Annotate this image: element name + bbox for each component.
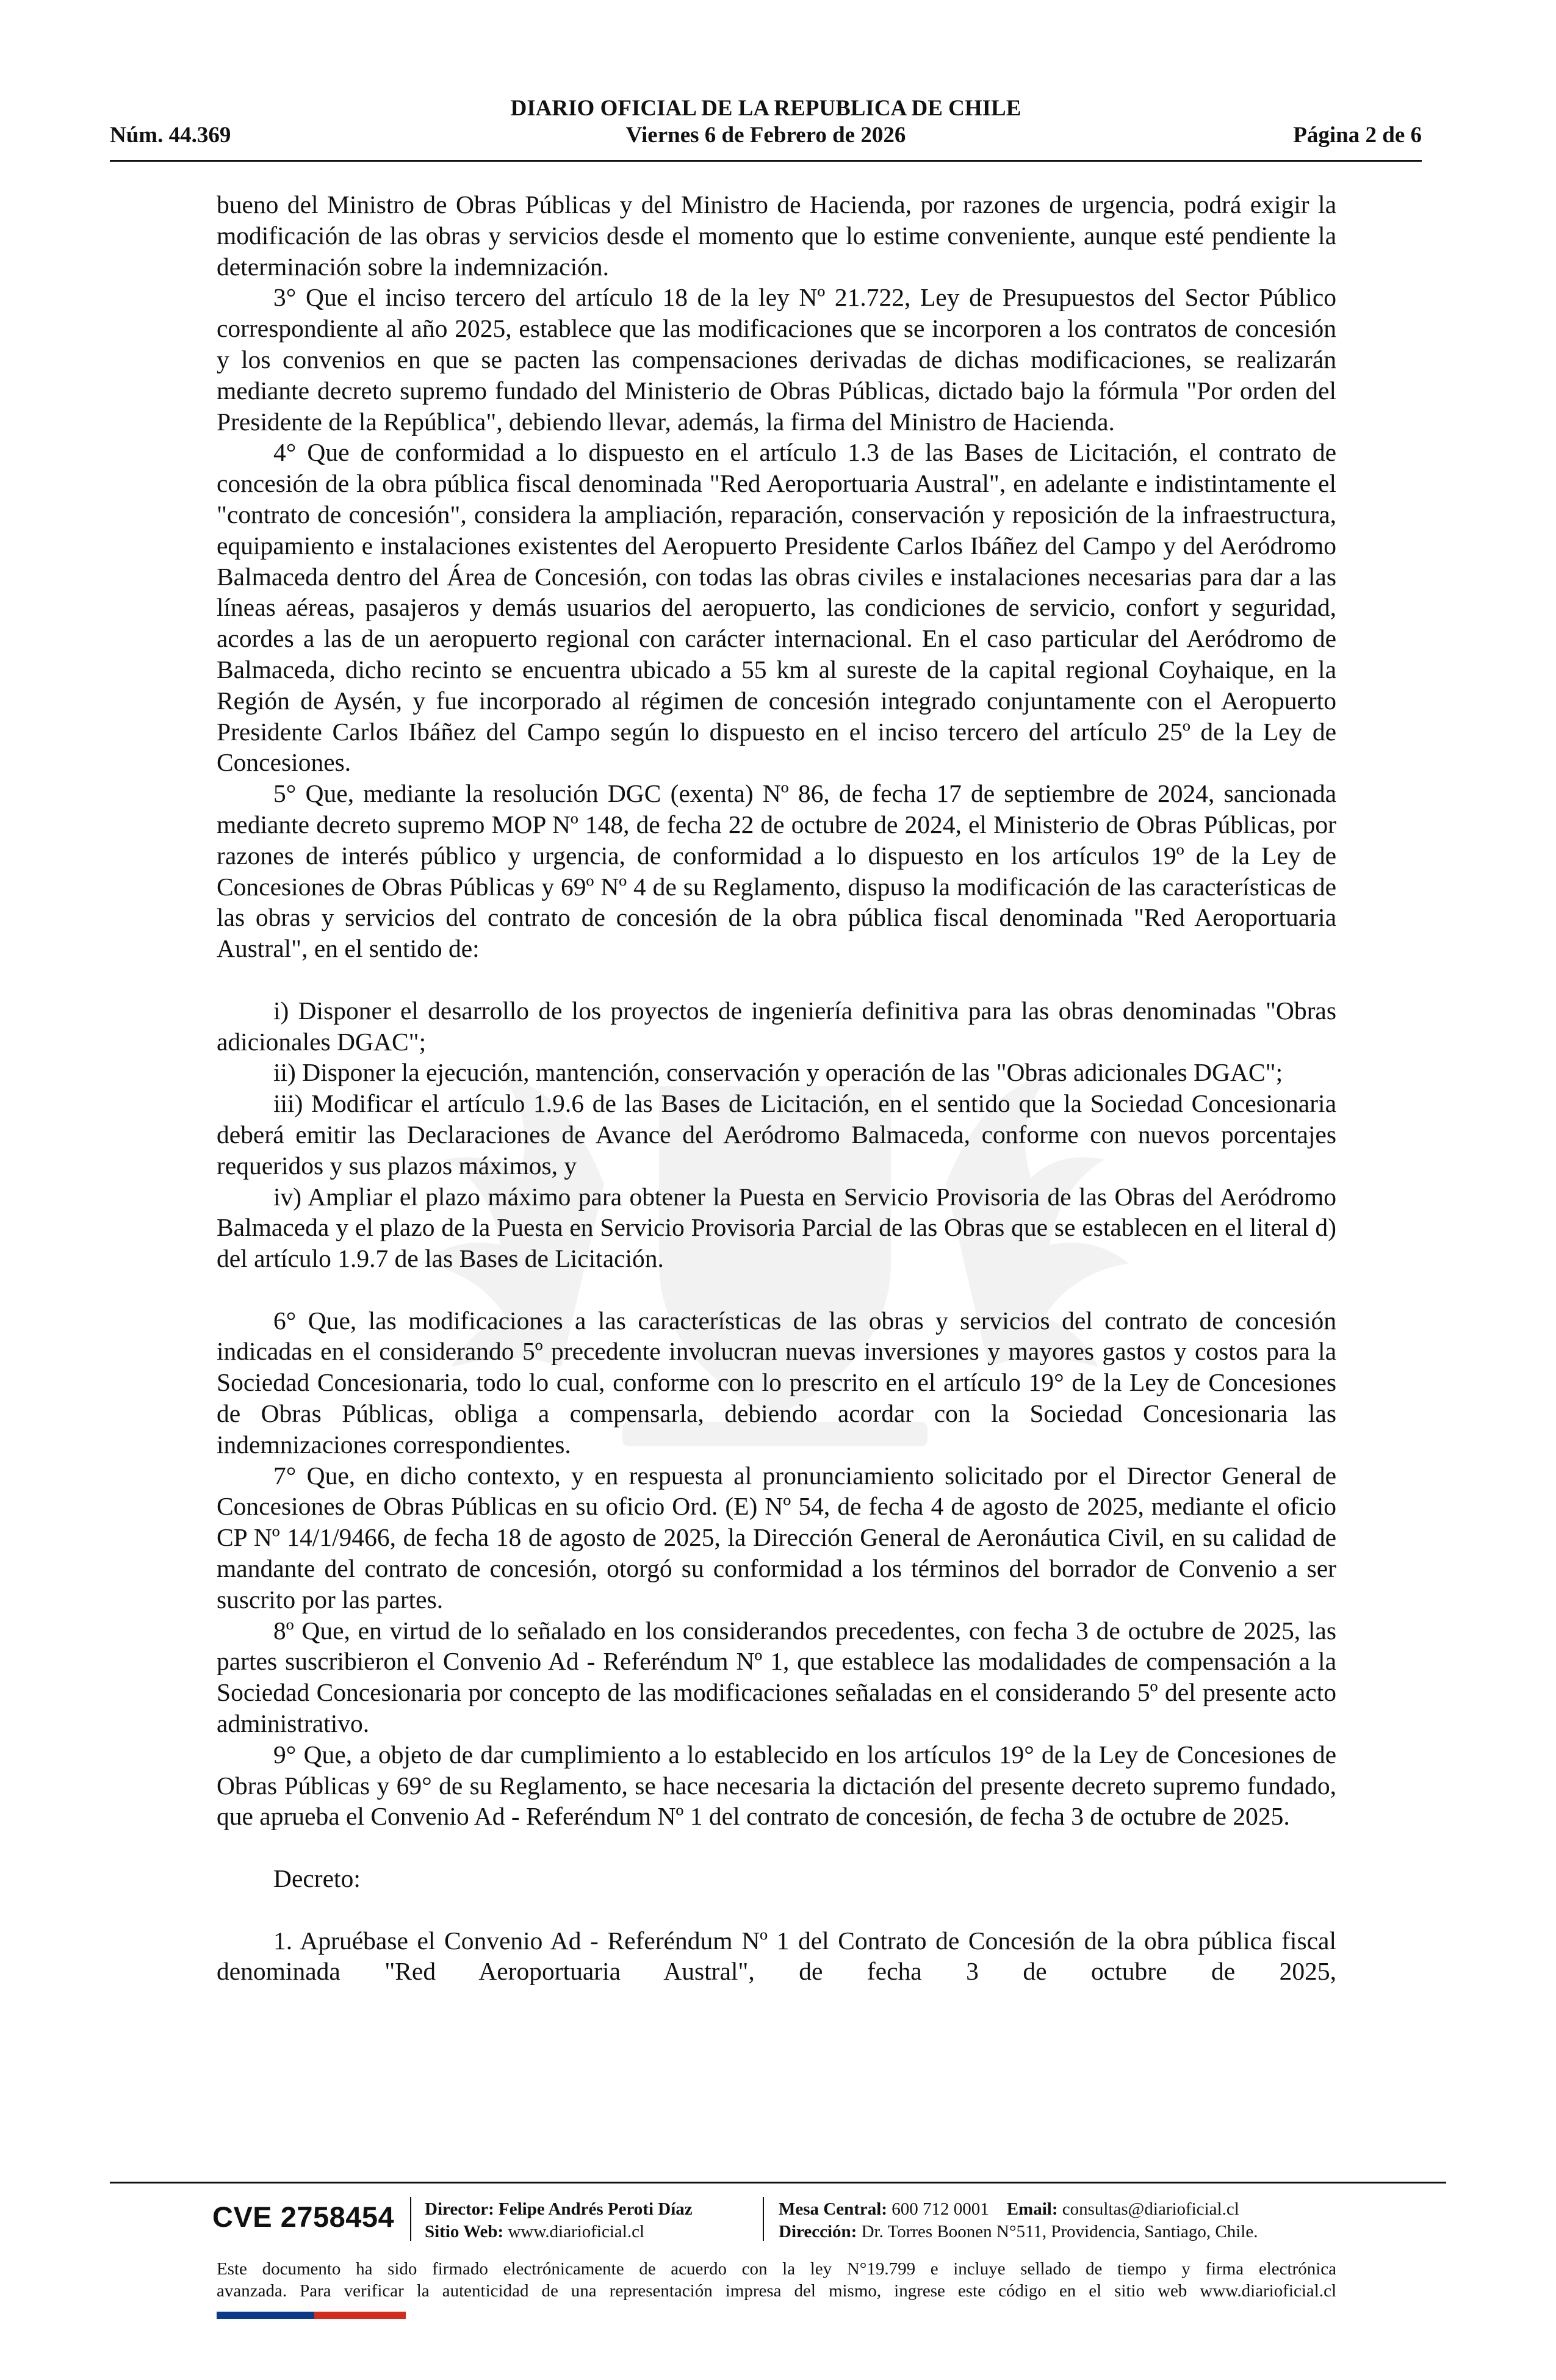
spacer (217, 964, 1336, 995)
considerando-8: 8º Que, en virtud de lo señalado en los considerandos precedentes, con fecha 3 de octubre de 2025, las partes suscribieron el Convenio Ad - Referéndum Nº 1, que establece las modalidades de compensación a la Sociedad Concesionaria por concepto de las modificaciones señaladas en el considerando 5º del presente acto administrativo. (217, 1616, 1336, 1738)
list-item-iv: iv) Ampliar el plazo máximo para obtener la Puesta en Servicio Provisoria de las Obras del Aeródromo Balmaceda y el plazo de la Puesta en Servicio Provisoria Parcial de las Obras que se establecen en el literal d) del artículo 1.9.7 de las Bases de Licitación. (217, 1182, 1336, 1273)
spacer (217, 1832, 1336, 1863)
disclaimer-line-2: avanzada. Para verificar la autenticidad de una representación impresa del mismo, ingrese este código en el sitio web www.diarioficial.cl (217, 2281, 1336, 2301)
phone-label: Mesa Central: (779, 2199, 887, 2219)
site-label: Sitio Web: (425, 2222, 504, 2241)
paragraph-continuation: bueno del Ministro de Obras Públicas y del Ministro de Hacienda, por razones de urgencia, podrá exigir la modificación de las obras y servicios desde el momento que lo estime conveniente, aunque esté pendiente la determinación sobre la indemnización. (217, 190, 1336, 281)
page-header (110, 92, 1422, 160)
address-value: Dr. Torres Boonen N°511, Providencia, Santiago, Chile. (861, 2222, 1258, 2241)
newspaper-title: DIARIO OFICIAL DE LA REPUBLICA DE CHILE (510, 96, 1021, 121)
considerando-5: 5° Que, mediante la resolución DGC (exenta) Nº 86, de fecha 17 de septiembre de 2024, sancionada mediante decreto supremo MOP Nº 148, de fecha 22 de octubre de 2024, el Ministerio de Obras Públicas, por razones de interés público y urgencia, de conformidad a lo dispuesto en los artículos 19º de la Ley de Concesiones de Obras Públicas y 69º Nº 4 de su Reglamento, dispuso la modificación de las características de las obras y servicios del contrato de concesión de la obra pública fiscal denominada "Red Aeroportuaria Austral", en el sentido de: (217, 779, 1336, 963)
footer-separator (410, 2197, 411, 2241)
list-item-iii: iii) Modificar el artículo 1.9.6 de las Bases de Licitación, en el sentido que la Sociedad Concesionaria deberá emitir las Declaraciones de Avance del Aeródromo Balmaceda, conforme con nuevos porcentajes requeridos y sus plazos máximos, y (217, 1089, 1336, 1180)
decree-article-1: 1. Apruébase el Convenio Ad - Referéndum Nº 1 del Contrato de Concesión de la obra pública fiscal denominada "Red Aeroportuaria Austral", de fecha 3 de octubre de 2025, (217, 1926, 1336, 1986)
considerando-9: 9° Que, a objeto de dar cumplimiento a lo establecido en los artículos 19° de la Ley de Concesiones de Obras Públicas y 69° de su Reglamento, se hace necesaria la dictación del presente decreto supremo fundado, que aprueba el Convenio Ad - Referéndum Nº 1 del contrato de concesión, de fecha 3 de octubre de 2025. (217, 1740, 1336, 1831)
issue-date: Viernes 6 de Febrero de 2026 (625, 123, 906, 148)
footer-separator (763, 2197, 764, 2241)
footer-contact-block (779, 2198, 1258, 2243)
spacer (217, 1274, 1336, 1305)
considerando-6: 6° Que, las modificaciones a las características de las obras y servicios del contrato de concesión indicadas en el considerando 5º precedente involucran nuevas inversiones y mayores gastos y costos para la Sociedad Concesionaria, todo lo cual, conforme con lo prescrito en el artículo 19° de la Ley de Concesiones de Obras Públicas, obliga a compensarla, debiendo acordar con la Sociedad Concesionaria las indemnizaciones correspondientes. (217, 1306, 1336, 1459)
considerando-4: 4° Que de conformidad a lo dispuesto en el artículo 1.3 de las Bases de Licitación, el contrato de concesión de la obra pública fiscal denominada "Red Aeroportuaria Austral", en adelante e indistintamente el "contrato de concesión", considera la ampliación, reparación, conservación y reposición de la infraestructura, equipamiento e instalaciones existentes del Aeropuerto Presidente Carlos Ibáñez del Campo y del Aeródromo Balmaceda dentro del Área de Concesión, con todas las obras civiles e instalaciones necesarias para dar a las líneas aéreas, pasajeros y demás usuarios del aeropuerto, las condiciones de servicio, confort y seguridad, acordes a las de un aeropuerto regional con carácter internacional. En el caso particular del Aeródromo de Balmaceda, dicho recinto se encuentra ubicado a 55 km al sureste de la capital regional Coyhaique, en la Región de Aysén, y fue incorporado al régimen de concesión integrado conjuntamente con el Aeropuerto Presidente Carlos Ibáñez del Campo según lo dispuesto en el inciso tercero del artículo 25º de la Ley de Concesiones. (217, 438, 1336, 777)
issue-number: Núm. 44.369 (110, 123, 231, 148)
document-body (217, 189, 1336, 1987)
footer-divider (110, 2182, 1446, 2183)
flag-bar-red (314, 2312, 406, 2319)
considerando-3: 3° Que el inciso tercero del artículo 18 de la ley Nº 21.722, Ley de Presupuestos del Sector Público correspondiente al año 2025, establece que las modificaciones que se incorporen a los contratos de concesión y los convenios en que se pacten las compensaciones derivadas de dichas modificaciones, se realizarán mediante decreto supremo fundado del Ministerio de Obras Públicas, dictado bajo la fórmula "Por orden del Presidente de la República", debiendo llevar, además, la firma del Ministro de Hacienda. (217, 283, 1336, 436)
phone-value: 600 712 0001 (891, 2199, 989, 2219)
electronic-signature-disclaimer (217, 2258, 1336, 2302)
flag-bar-blue (217, 2312, 314, 2319)
decreto-heading: Decreto: (273, 1864, 361, 1893)
site-link[interactable]: www.diarioficial.cl (508, 2222, 645, 2241)
email-label: Email: (1006, 2199, 1058, 2219)
header-divider (110, 160, 1422, 162)
list-item-ii: ii) Disponer la ejecución, mantención, conservación y operación de las "Obras adicionales DGAC"; (273, 1058, 1283, 1087)
disclaimer-line-1: Este documento ha sido firmado electrónicamente de acuerdo con la ley N°19.799 e incluye sellado de tiempo y firma electrónica (217, 2259, 1336, 2279)
list-item-i: i) Disponer el desarrollo de los proyectos de ingeniería definitiva para las obras denominadas "Obras adicionales DGAC"; (217, 996, 1336, 1056)
director-name: Felipe Andrés Peroti Díaz (499, 2199, 693, 2219)
spacer (217, 1894, 1336, 1925)
director-label: Director: (425, 2199, 494, 2219)
address-label: Dirección: (779, 2222, 857, 2241)
page-indicator: Página 2 de 6 (1293, 123, 1422, 148)
cve-code: CVE 2758454 (212, 2201, 395, 2233)
footer-director-block (425, 2198, 693, 2243)
considerando-7: 7° Que, en dicho contexto, y en respuesta al pronunciamiento solicitado por el Director General de Concesiones de Obras Públicas en su oficio Ord. (E) Nº 54, de fecha 4 de agosto de 2025, mediante el oficio CP Nº 14/1/9466, de fecha 18 de agosto de 2025, la Dirección General de Aeronáutica Civil, en su calidad de mandante del contrato de concesión, otorgó su conformidad a los términos del borrador de Convenio a ser suscrito por las partes. (217, 1461, 1336, 1614)
email-link[interactable]: consultas@diarioficial.cl (1062, 2199, 1239, 2219)
